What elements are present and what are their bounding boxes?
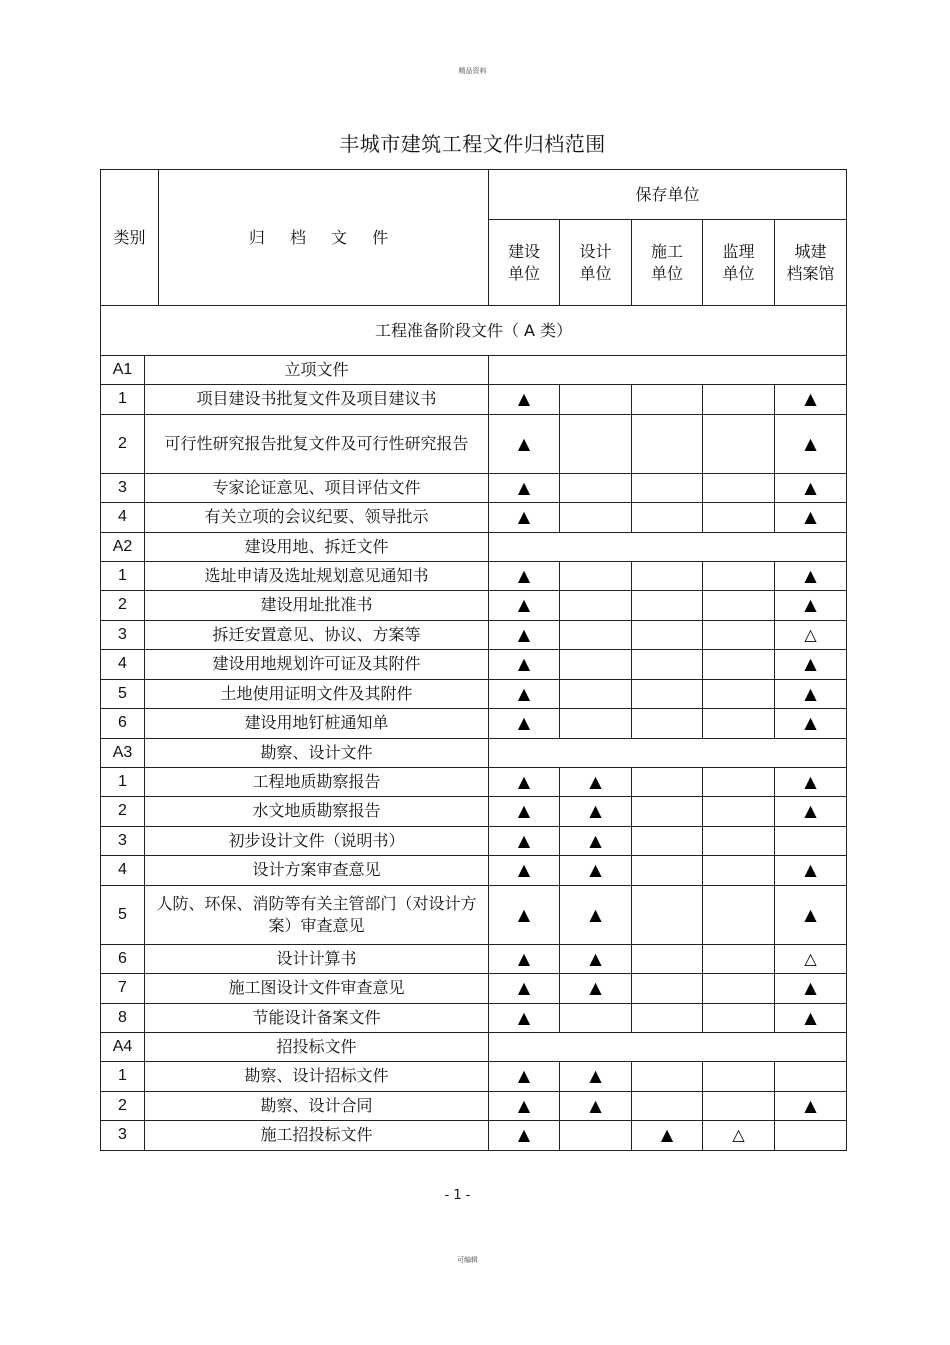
solid-triangle-icon: ▲ [560, 944, 632, 974]
item-number: 2 [101, 591, 145, 621]
keeping-unit-header: 保存单位 [489, 170, 847, 220]
item-number: 6 [101, 944, 145, 974]
item-name: 施工招投标文件 [145, 1121, 489, 1151]
item-name: 勘察、设计招标文件 [145, 1062, 489, 1092]
empty-cell [703, 473, 775, 503]
solid-triangle-icon: ▲ [560, 767, 632, 797]
empty-cell [560, 503, 632, 533]
archive-scope-table [100, 169, 847, 1151]
table-row [101, 1003, 847, 1033]
item-name: 施工图设计文件审查意见 [145, 974, 489, 1004]
table-row [101, 679, 847, 709]
empty-cell [703, 944, 775, 974]
solid-triangle-icon: ▲ [489, 561, 560, 591]
empty-cell [703, 1062, 775, 1092]
item-name: 建设用地规划许可证及其附件 [145, 650, 489, 680]
table-row [101, 473, 847, 503]
item-number: 1 [101, 561, 145, 591]
group-code: A2 [101, 532, 145, 561]
item-number: 3 [101, 473, 145, 503]
group-row [101, 532, 847, 561]
table-row [101, 1062, 847, 1092]
empty-cell [703, 709, 775, 739]
empty-cell [632, 709, 703, 739]
item-number: 5 [101, 885, 145, 944]
solid-triangle-icon: ▲ [775, 385, 847, 415]
solid-triangle-icon: ▲ [560, 1062, 632, 1092]
solid-triangle-icon: ▲ [775, 856, 847, 886]
unit-header-supervision: 监理 单位 [703, 220, 775, 306]
item-name: 拆迁安置意见、协议、方案等 [145, 620, 489, 650]
archive-files-header: 归 档 文 件 [159, 170, 489, 306]
solid-triangle-icon: ▲ [632, 1121, 703, 1151]
solid-triangle-icon: ▲ [560, 885, 632, 944]
group-code: A4 [101, 1033, 145, 1062]
group-units-blank [489, 532, 847, 561]
empty-cell [703, 1003, 775, 1033]
solid-triangle-icon: ▲ [489, 414, 560, 473]
empty-cell [632, 473, 703, 503]
solid-triangle-icon: ▲ [775, 591, 847, 621]
empty-cell [703, 503, 775, 533]
item-number: 2 [101, 1091, 145, 1121]
solid-triangle-icon: ▲ [775, 885, 847, 944]
solid-triangle-icon: ▲ [775, 797, 847, 827]
empty-cell [560, 591, 632, 621]
empty-cell [703, 885, 775, 944]
solid-triangle-icon: ▲ [489, 1003, 560, 1033]
empty-cell [703, 414, 775, 473]
item-number: 5 [101, 679, 145, 709]
empty-cell [703, 797, 775, 827]
empty-cell [560, 620, 632, 650]
empty-cell [703, 385, 775, 415]
group-title: 勘察、设计文件 [145, 738, 489, 767]
group-units-blank [489, 738, 847, 767]
empty-cell [703, 620, 775, 650]
unit-header-construction: 建设 单位 [489, 220, 560, 306]
item-name: 人防、环保、消防等有关主管部门（对设计方案）审查意见 [145, 885, 489, 944]
solid-triangle-icon: ▲ [489, 679, 560, 709]
empty-cell [632, 591, 703, 621]
solid-triangle-icon: ▲ [489, 385, 560, 415]
solid-triangle-icon: ▲ [775, 561, 847, 591]
item-name: 项目建设书批复文件及项目建议书 [145, 385, 489, 415]
solid-triangle-icon: ▲ [560, 826, 632, 856]
empty-cell [632, 650, 703, 680]
empty-cell [560, 561, 632, 591]
empty-cell [632, 1003, 703, 1033]
empty-cell [775, 826, 847, 856]
solid-triangle-icon: ▲ [489, 767, 560, 797]
empty-cell [560, 650, 632, 680]
empty-cell [560, 473, 632, 503]
table-row [101, 385, 847, 415]
item-name: 勘察、设计合同 [145, 1091, 489, 1121]
item-number: 4 [101, 856, 145, 886]
solid-triangle-icon: ▲ [489, 856, 560, 886]
table-row [101, 885, 847, 944]
group-title: 招投标文件 [145, 1033, 489, 1062]
table-row [101, 797, 847, 827]
unit-header-contractor: 施工 单位 [632, 220, 703, 306]
hollow-triangle-icon: △ [775, 620, 847, 650]
item-name: 水文地质勘察报告 [145, 797, 489, 827]
item-number: 1 [101, 1062, 145, 1092]
empty-cell [775, 1062, 847, 1092]
hollow-triangle-icon: △ [775, 944, 847, 974]
item-name: 设计方案审查意见 [145, 856, 489, 886]
solid-triangle-icon: ▲ [560, 856, 632, 886]
solid-triangle-icon: ▲ [489, 1091, 560, 1121]
table-row [101, 974, 847, 1004]
solid-triangle-icon: ▲ [489, 503, 560, 533]
group-title: 立项文件 [145, 356, 489, 385]
table-row [101, 709, 847, 739]
item-name: 节能设计备案文件 [145, 1003, 489, 1033]
solid-triangle-icon: ▲ [489, 944, 560, 974]
empty-cell [632, 944, 703, 974]
empty-cell [632, 974, 703, 1004]
solid-triangle-icon: ▲ [775, 974, 847, 1004]
solid-triangle-icon: ▲ [560, 1091, 632, 1121]
solid-triangle-icon: ▲ [489, 591, 560, 621]
solid-triangle-icon: ▲ [560, 797, 632, 827]
unit-header-design: 设计 单位 [560, 220, 632, 306]
solid-triangle-icon: ▲ [775, 473, 847, 503]
item-name: 建设用地钉桩通知单 [145, 709, 489, 739]
item-name: 土地使用证明文件及其附件 [145, 679, 489, 709]
solid-triangle-icon: ▲ [775, 1091, 847, 1121]
group-code: A1 [101, 356, 145, 385]
group-title: 建设用地、拆迁文件 [145, 532, 489, 561]
header-note: 精品资料 [458, 67, 487, 75]
solid-triangle-icon: ▲ [775, 709, 847, 739]
table-row [101, 591, 847, 621]
solid-triangle-icon: ▲ [775, 414, 847, 473]
empty-cell [632, 561, 703, 591]
item-number: 3 [101, 620, 145, 650]
empty-cell [632, 885, 703, 944]
empty-cell [632, 414, 703, 473]
item-number: 8 [101, 1003, 145, 1033]
solid-triangle-icon: ▲ [775, 650, 847, 680]
empty-cell [632, 797, 703, 827]
empty-cell [703, 650, 775, 680]
empty-cell [632, 826, 703, 856]
empty-cell [775, 1121, 847, 1151]
solid-triangle-icon: ▲ [775, 679, 847, 709]
hollow-triangle-icon: △ [703, 1121, 775, 1151]
item-name: 设计计算书 [145, 944, 489, 974]
empty-cell [632, 1091, 703, 1121]
item-name: 建设用址批准书 [145, 591, 489, 621]
table-row [101, 414, 847, 473]
group-row [101, 738, 847, 767]
empty-cell [703, 1091, 775, 1121]
item-name: 初步设计文件（说明书） [145, 826, 489, 856]
solid-triangle-icon: ▲ [489, 650, 560, 680]
empty-cell [703, 561, 775, 591]
table-row [101, 503, 847, 533]
solid-triangle-icon: ▲ [489, 974, 560, 1004]
table-row [101, 944, 847, 974]
item-number: 6 [101, 709, 145, 739]
table-row [101, 650, 847, 680]
item-name: 专家论证意见、项目评估文件 [145, 473, 489, 503]
item-number: 4 [101, 503, 145, 533]
empty-cell [632, 679, 703, 709]
empty-cell [632, 1062, 703, 1092]
empty-cell [560, 709, 632, 739]
solid-triangle-icon: ▲ [489, 709, 560, 739]
empty-cell [632, 385, 703, 415]
item-number: 3 [101, 826, 145, 856]
item-number: 2 [101, 797, 145, 827]
item-name: 可行性研究报告批复文件及可行性研究报告 [145, 414, 489, 473]
table-row [101, 767, 847, 797]
solid-triangle-icon: ▲ [560, 974, 632, 1004]
item-number: 1 [101, 385, 145, 415]
item-name: 选址申请及选址规划意见通知书 [145, 561, 489, 591]
item-number: 3 [101, 1121, 145, 1151]
solid-triangle-icon: ▲ [775, 767, 847, 797]
empty-cell [632, 856, 703, 886]
empty-cell [560, 1121, 632, 1151]
empty-cell [560, 414, 632, 473]
item-name: 工程地质勘察报告 [145, 767, 489, 797]
table-row [101, 620, 847, 650]
table-row [101, 856, 847, 886]
group-row [101, 356, 847, 385]
solid-triangle-icon: ▲ [775, 1003, 847, 1033]
empty-cell [703, 767, 775, 797]
item-number: 2 [101, 414, 145, 473]
category-header: 类别 [101, 170, 159, 306]
empty-cell [703, 826, 775, 856]
group-units-blank [489, 1033, 847, 1062]
solid-triangle-icon: ▲ [489, 1062, 560, 1092]
solid-triangle-icon: ▲ [489, 620, 560, 650]
empty-cell [560, 679, 632, 709]
solid-triangle-icon: ▲ [775, 503, 847, 533]
empty-cell [703, 679, 775, 709]
solid-triangle-icon: ▲ [489, 473, 560, 503]
table-row [101, 826, 847, 856]
solid-triangle-icon: ▲ [489, 797, 560, 827]
group-code: A3 [101, 738, 145, 767]
item-number: 7 [101, 974, 145, 1004]
empty-cell [560, 385, 632, 415]
empty-cell [703, 856, 775, 886]
empty-cell [632, 620, 703, 650]
solid-triangle-icon: ▲ [489, 826, 560, 856]
empty-cell [703, 974, 775, 1004]
table-row [101, 1091, 847, 1121]
table-row [101, 561, 847, 591]
footer-note: 可编辑 [457, 1256, 478, 1264]
solid-triangle-icon: ▲ [489, 885, 560, 944]
item-number: 1 [101, 767, 145, 797]
section-title: 工程准备阶段文件（ A 类） [101, 306, 847, 356]
unit-header-archives: 城建 档案馆 [775, 220, 847, 306]
table-row [101, 1121, 847, 1151]
item-number: 4 [101, 650, 145, 680]
empty-cell [560, 1003, 632, 1033]
empty-cell [632, 767, 703, 797]
page-title: 丰城市建筑工程文件归档范围 [339, 132, 606, 156]
group-row [101, 1033, 847, 1062]
group-units-blank [489, 356, 847, 385]
empty-cell [632, 503, 703, 533]
solid-triangle-icon: ▲ [489, 1121, 560, 1151]
item-name: 有关立项的会议纪要、领导批示 [145, 503, 489, 533]
empty-cell [703, 591, 775, 621]
page-number: - 1 - [444, 1188, 471, 1203]
